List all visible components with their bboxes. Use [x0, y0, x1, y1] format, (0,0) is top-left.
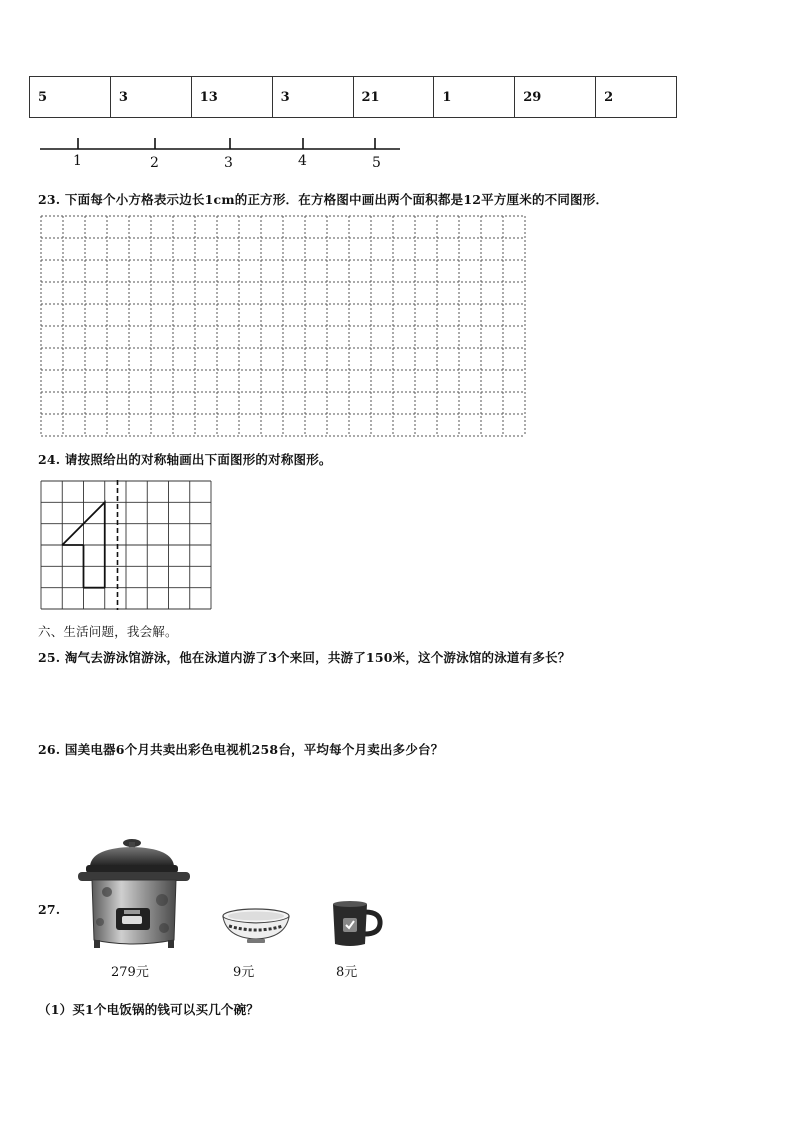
rice-cooker-icon — [72, 836, 196, 954]
number-line-label: 5 — [372, 155, 381, 171]
question-number: 26. — [38, 742, 61, 757]
question-number: 25. — [38, 650, 61, 665]
question-text: 请按照给出的对称轴画出下面图形的对称图形。 — [64, 452, 332, 467]
cup-icon — [329, 900, 385, 948]
number-line-label: 1 — [73, 153, 82, 169]
table-cell: 29 — [515, 77, 596, 118]
question-number: 23. — [38, 192, 61, 207]
number-line-label: 3 — [224, 155, 233, 171]
section-title: 六、生活问题，我会解。 — [38, 624, 178, 639]
table-cell: 5 — [30, 77, 111, 118]
number-line-label: 2 — [150, 155, 159, 171]
bowl-icon — [221, 908, 291, 946]
symmetry-grid[interactable] — [40, 480, 212, 610]
question-27-part-1: （1）买1个电饭锅的钱可以买几个碗？ — [38, 1002, 259, 1017]
question-23 — [38, 190, 608, 208]
question-text: 国美电器6个月共卖出彩色电视机258台，平均每个月卖出多少台？ — [64, 742, 444, 757]
table-cell: 13 — [191, 77, 272, 118]
table-cell: 3 — [272, 77, 353, 118]
square-grid-drawing-area[interactable] — [40, 215, 526, 437]
question-text: 下面每个小方格表示边长1cm的正方形．在方格图中画出两个面积都是12平方厘米的不同图形． — [64, 192, 609, 207]
rice-cooker-price: 279元 — [111, 965, 149, 980]
cup-price: 8元 — [336, 965, 358, 980]
number-line — [38, 136, 403, 152]
table-cell: 3 — [110, 77, 191, 118]
question-number: 24. — [38, 452, 61, 467]
bowl-price: 9元 — [233, 965, 255, 980]
table-cell: 2 — [596, 77, 677, 118]
question-number: 27. — [38, 902, 61, 917]
table-cell: 1 — [434, 77, 515, 118]
question-24 — [38, 450, 332, 468]
question-26 — [38, 740, 443, 758]
table-cell: 21 — [353, 77, 434, 118]
question-text: 淘气去游泳馆游泳，他在泳道内游了3个来回，共游了150米，这个游泳馆的泳道有多长？ — [64, 650, 571, 665]
question-25 — [38, 648, 570, 666]
data-table — [29, 76, 677, 118]
table-row — [30, 77, 677, 118]
number-line-label: 4 — [298, 153, 307, 169]
